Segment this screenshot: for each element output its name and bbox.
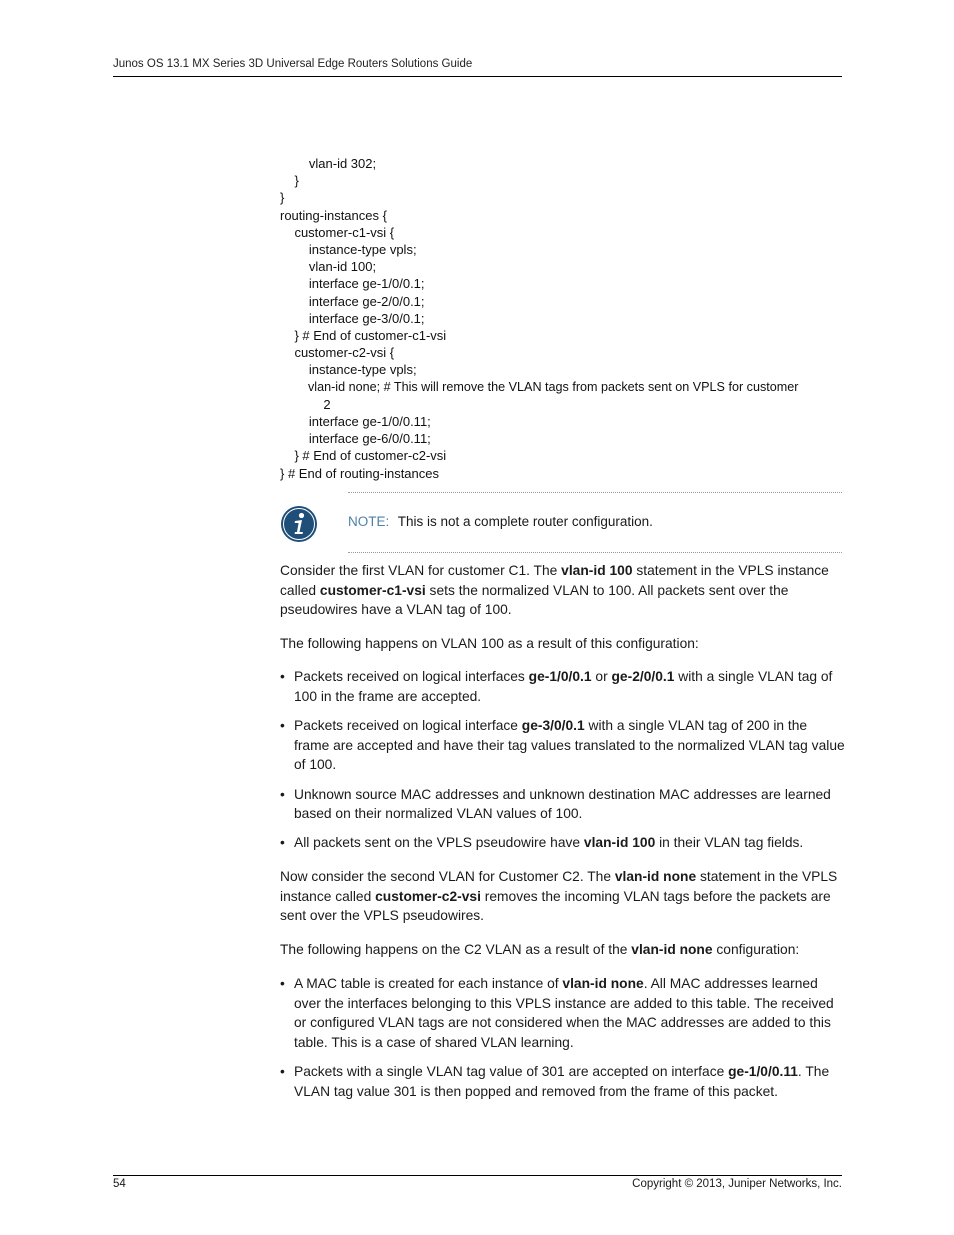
- list-item: • Packets received on logical interfaces ge-1/0/0.1 or ge-2/0/0.1 with a single VLAN tag of 100 in the frame are accepted.: [280, 669, 833, 704]
- info-icon: [280, 505, 318, 543]
- list-item: • All packets sent on the VPLS pseudowire have vlan-id 100 in their VLAN tag fields.: [280, 835, 804, 851]
- note: [348, 514, 653, 529]
- running-header: Junos OS 13.1 MX Series 3D Universal Edge Routers Solutions Guide: [113, 58, 473, 70]
- paragraph-vlan100-intro: The following happens on VLAN 100 as a result of this configuration:: [280, 636, 699, 651]
- config-code-block: [280, 155, 845, 482]
- footer-rule: [113, 1175, 842, 1176]
- note-text: This is not a complete router configuration.: [397, 514, 653, 529]
- note-bottom-divider: [348, 552, 842, 553]
- code-line: customer-c2-vsi {: [280, 345, 395, 361]
- code-line: 2: [280, 396, 331, 412]
- code-line: vlan-id 302;: [280, 156, 377, 171]
- code-line: instance-type vpls;: [280, 242, 417, 258]
- header-rule: [113, 76, 842, 77]
- copyright: Copyright © 2013, Juniper Networks, Inc.: [632, 1178, 842, 1190]
- code-line: }: [280, 190, 285, 206]
- code-line: interface ge-2/0/0.1;: [280, 293, 425, 309]
- note-label: NOTE:: [348, 514, 390, 529]
- code-line: interface ge-1/0/0.1;: [280, 276, 425, 292]
- code-line: }: [280, 173, 299, 189]
- code-line: routing-instances {: [280, 207, 387, 223]
- page-number: 54: [113, 1178, 126, 1190]
- code-line: } # End of routing-instances: [280, 465, 439, 481]
- code-line: customer-c1-vsi {: [280, 224, 395, 240]
- list-item: • Packets received on logical interface ge-3/0/0.1 with a single VLAN tag of 200 in the frame are accepted and have their tag values translated to the normalized VLAN tag value of 100.: [280, 717, 845, 773]
- code-line: interface ge-1/0/0.11;: [280, 414, 431, 430]
- code-line: interface ge-3/0/0.1;: [280, 310, 425, 326]
- c2-list: [280, 974, 846, 1111]
- paragraph-c2-intro: The following happens on the C2 VLAN as a result of the vlan-id none configuration:: [280, 942, 800, 957]
- code-line: vlan-id 100;: [280, 259, 377, 275]
- list-item: • A MAC table is created for each instance of vlan-id none. All MAC addresses learned over the interfaces belonging to this VPLS instance are added to this table. The received or configured VLAN tags are not considered when the MAC addresses are added to this table. This is a case of shared VLAN learning.: [280, 976, 834, 1051]
- paragraph-c1: Consider the first VLAN for customer C1. The vlan-id 100 statement in the VPLS instance called customer-c1-vsi sets the normalized VLAN to 100. All packets sent over the pseudowires have a VLAN tag of 100.: [280, 563, 829, 618]
- paragraph-c2: Now consider the second VLAN for Customer C2. The vlan-id none statement in the VPLS instance called customer-c2-vsi removes the incoming VLAN tags before the packets are sent over the VPLS pseudowires.: [280, 869, 838, 924]
- code-line: } # End of customer-c2-vsi: [280, 448, 447, 464]
- code-line: interface ge-6/0/0.11;: [280, 431, 431, 447]
- list-item: • Packets with a single VLAN tag value of 301 are accepted on interface ge-1/0/0.11. The VLAN tag value 301 is then popped and removed from the frame of this packet.: [280, 1064, 830, 1100]
- code-line: instance-type vpls;: [280, 362, 417, 378]
- vlan100-list: [280, 667, 846, 863]
- note-top-divider: [348, 492, 842, 493]
- code-line: } # End of customer-c1-vsi: [280, 328, 447, 344]
- list-item: • Unknown source MAC addresses and unknown destination MAC addresses are learned based on their normalized VLAN values of 100.: [280, 786, 831, 822]
- code-line: vlan-id none; # This will remove the VLAN tags from packets sent on VPLS for customer: [280, 379, 799, 394]
